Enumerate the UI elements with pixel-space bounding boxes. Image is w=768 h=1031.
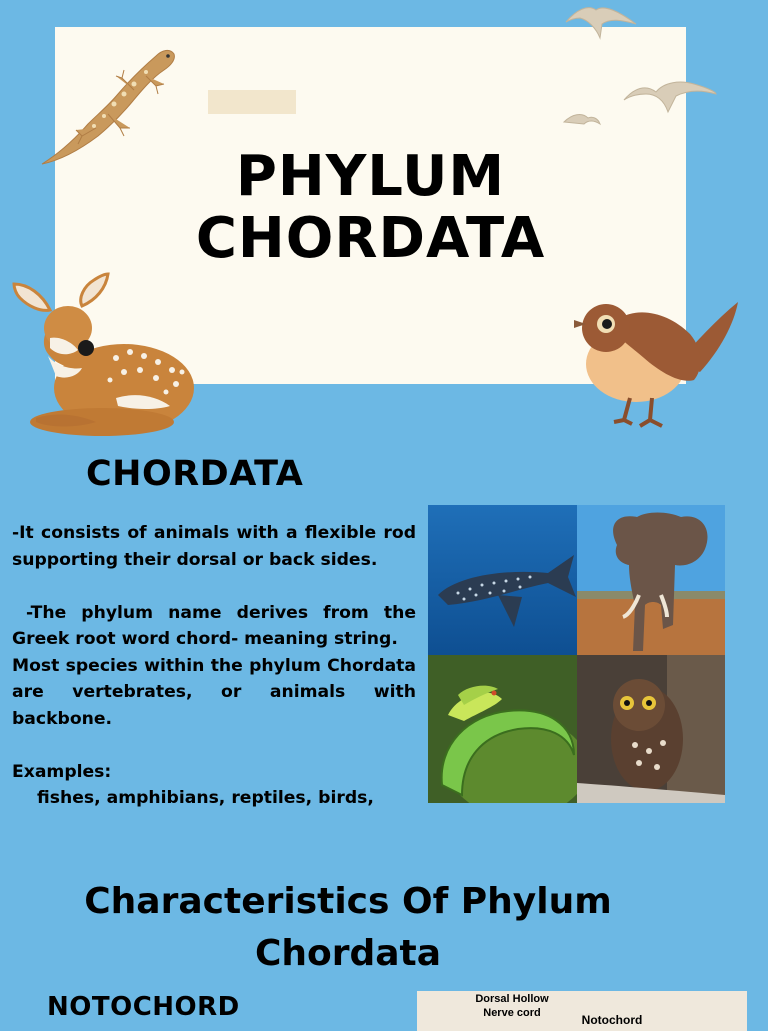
flying-birds-illustration	[560, 0, 730, 130]
lizard-illustration	[38, 36, 178, 168]
diagram-label-nerve-cord: Nerve cord	[483, 1007, 541, 1019]
diagram-label-notochord: Notochord	[581, 1013, 643, 1027]
chordata-heading: CHORDATA	[86, 454, 304, 494]
characteristics-line-1: Characteristics Of Phylum	[84, 881, 612, 922]
characteristics-line-2: Chordata	[254, 933, 442, 974]
owl-photo	[577, 655, 725, 803]
paragraph-rod: -It consists of animals with a flexible rod supporting their dorsal or back sides.	[12, 523, 416, 570]
characteristics-heading	[20, 876, 676, 980]
examples-list: fishes, amphibians, reptiles, birds,	[37, 788, 374, 808]
chordate-diagram	[417, 991, 747, 1031]
tape-decoration	[208, 90, 296, 114]
deer-illustration	[6, 272, 202, 440]
snake-photo	[428, 655, 577, 803]
paragraph-etymology: -The phylum name derives from the Greek root word chord- meaning string.	[12, 602, 416, 649]
title-line-2: CHORDATA	[195, 206, 546, 271]
animal-photo-grid	[428, 505, 725, 803]
paragraph-vertebrates: Most species within the phylum Chordata are vertebrates, or animals with backbone.	[12, 655, 416, 729]
whale-shark-photo	[428, 505, 577, 655]
elephant-photo	[577, 505, 725, 655]
examples-label: Examples:	[12, 761, 112, 782]
title-line-1: PHYLUM	[235, 144, 506, 209]
notochord-heading: NOTOCHORD	[47, 992, 240, 1022]
chordata-description	[12, 520, 416, 812]
diagram-label-dorsal-hollow: Dorsal Hollow	[475, 993, 549, 1005]
wren-illustration	[570, 298, 742, 432]
